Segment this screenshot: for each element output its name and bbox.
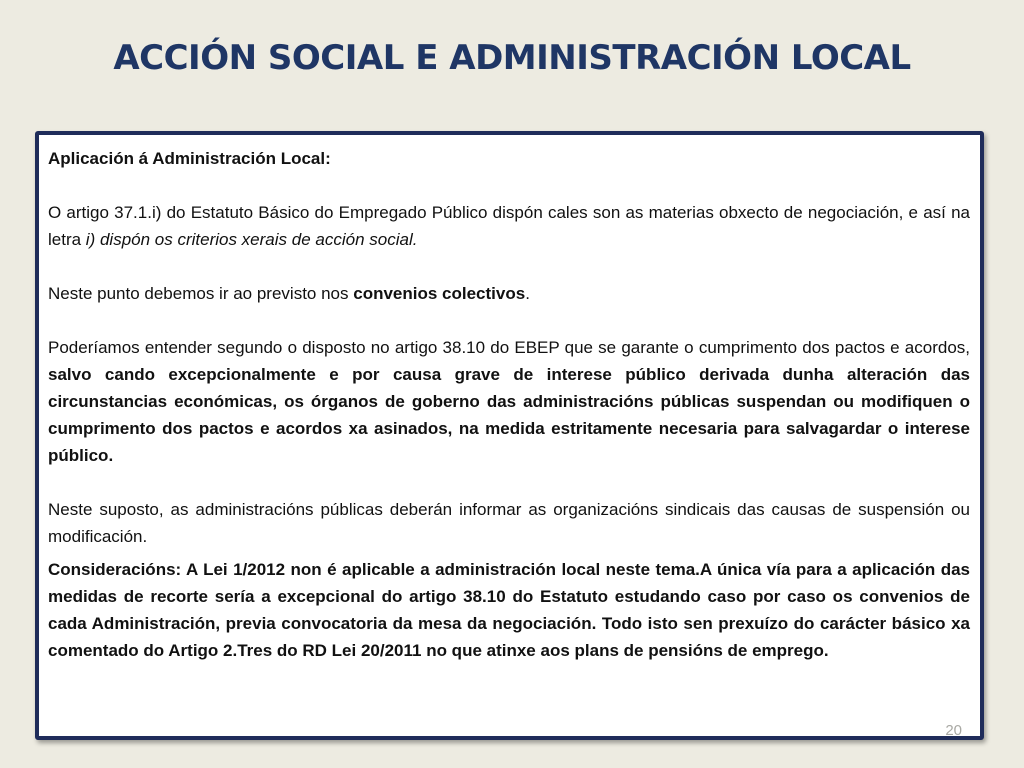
- paragraph-article-38-bold: salvo cando excepcionalmente e por causa grave de interese público derivada dunha alteración das circunstancias económicas, os órganos de goberno das administracións públicas suspendan ou modifiquen o cumprimento dos pactos e acordos xa asinados, na medida estritamente necesaria para salvagardar o interese público.: [48, 365, 970, 465]
- paragraph-suspension-text: Neste suposto, as administracións públicas deberán informar as organizacións sindicais das causas de suspensión ou modificación.: [48, 500, 970, 546]
- section-heading: [48, 145, 970, 172]
- paragraph-convenios-bold: convenios colectivos: [353, 284, 526, 303]
- paragraph-article-37-italic: i) dispón os criterios xerais de acción social.: [85, 230, 418, 249]
- paragraph-article-38: [48, 334, 970, 469]
- paragraph-convenios-text: Neste punto debemos ir ao previsto nos: [48, 284, 354, 303]
- paragraph-article-38-text: Poderíamos entender segundo o disposto no artigo 38.10 do EBEP que se garante o cumprimento dos pactos e acordos,: [48, 338, 970, 357]
- paragraph-suspension: [48, 496, 970, 550]
- paragraph-consideracions-text: Consideracións: A Lei 1/2012 non é aplicable a administración local neste tema.A única vía para a aplicación das medidas de recorte sería a excepcional do artigo 38.10 do Estatuto estudando caso por caso os convenios de cada Administración, previa convocatoria da mesa da negociación. Todo isto sen prexuízo do carácter básico xa comentado do Artigo 2.Tres do RD Lei 20/2011 no que atinxe aos plans de pensións de emprego.: [48, 560, 970, 660]
- section-heading-text: Aplicación á Administración Local:: [48, 149, 331, 168]
- page-number: 20: [945, 722, 962, 739]
- slide-title: ACCIÓN SOCIAL E ADMINISTRACIÓN LOCAL: [113, 38, 911, 78]
- paragraph-convenios: [48, 280, 970, 307]
- paragraph-article-37-text: O artigo 37.1.i) do Estatuto Básico do Empregado Público dispón cales son as materias obxecto de negociación, e así na letra: [48, 203, 970, 249]
- paragraph-convenios-end: .: [525, 284, 530, 303]
- paragraph-consideracions: [48, 556, 970, 664]
- paragraph-article-37: [48, 199, 970, 253]
- content-box: [35, 131, 984, 740]
